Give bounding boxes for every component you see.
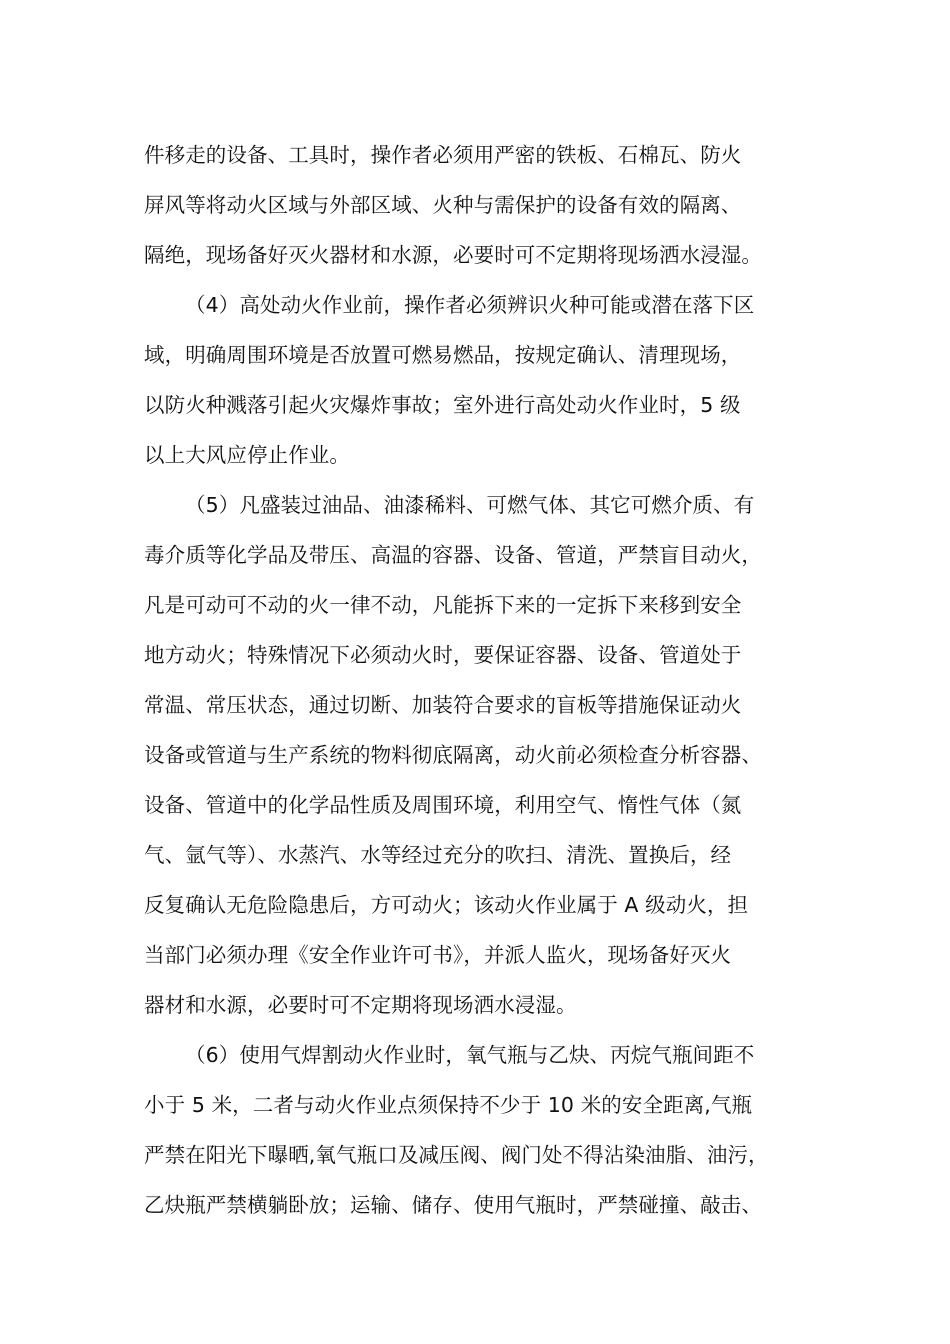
text-line: 常温、常压状态，通过切断、加装符合要求的盲板等措施保证动火 [144, 693, 742, 717]
text-line: 反复确认无危险隐患后，方可动火；该动火作业属于 A 级动火，担 [144, 893, 749, 917]
text-line: 乙炔瓶严禁横躺卧放；运输、储存、使用气瓶时，严禁碰撞、敲击、 [144, 1193, 762, 1217]
text-line: 设备、管道中的化学品性质及周围环境，利用空气、惰性气体（氮 [144, 793, 742, 817]
text-line: 件移走的设备、工具时，操作者必须用严密的铁板、石棉瓦、防火 [144, 143, 742, 167]
text-line: 隔绝，现场备好灭火器材和水源，必要时可不定期将现场洒水浸湿。 [144, 243, 762, 267]
paragraph-4-start: （4）高处动火作业前，操作者必须辨识火种可能或潜在落下区 [185, 293, 755, 317]
text-line: 当部门必须办理《安全作业许可书》，并派人监火，现场备好灭火 [144, 943, 732, 967]
paragraph-6-start: （6）使用气焊割动火作业时，氧气瓶与乙炔、丙烷气瓶间距不 [185, 1043, 755, 1067]
text-line: 小于 5 米，二者与动火作业点须保持不少于 10 米的安全距离,气瓶 [144, 1093, 753, 1117]
paragraph-5-start: （5）凡盛装过油品、油漆稀料、可燃气体、其它可燃介质、有 [185, 493, 755, 517]
document-body [144, 130, 834, 1230]
text-line: 严禁在阳光下曝晒,氧气瓶口及减压阀、阀门处不得沾染油脂、油污， [144, 1143, 769, 1167]
text-line: 地方动火；特殊情况下必须动火时，要保证容器、设备、管道处于 [144, 643, 742, 667]
text-line: 器材和水源，必要时可不定期将现场洒水浸湿。 [144, 993, 577, 1017]
text-line: 设备或管道与生产系统的物料彻底隔离，动火前必须检查分析容器、 [144, 743, 762, 767]
text-line: 凡是可动可不动的火一律不动，凡能拆下来的一定拆下来移到安全 [144, 593, 742, 617]
text-line: 域，明确周围环境是否放置可燃易燃品，按规定确认、清理现场， [144, 343, 742, 367]
text-line: 以防火种溅落引起火灾爆炸事故；室外进行高处动火作业时，5 级 [144, 393, 741, 417]
text-line: 以上大风应停止作业。 [144, 443, 350, 467]
text-line: 气、氩气等）、水蒸汽、水等经过充分的吹扫、清洗、置换后，经 [144, 843, 732, 867]
text-line: 毒介质等化学品及带压、高温的容器、设备、管道，严禁盲目动火， [144, 543, 762, 567]
text-line: 屏风等将动火区域与外部区域、火种与需保护的设备有效的隔离、 [144, 193, 742, 217]
